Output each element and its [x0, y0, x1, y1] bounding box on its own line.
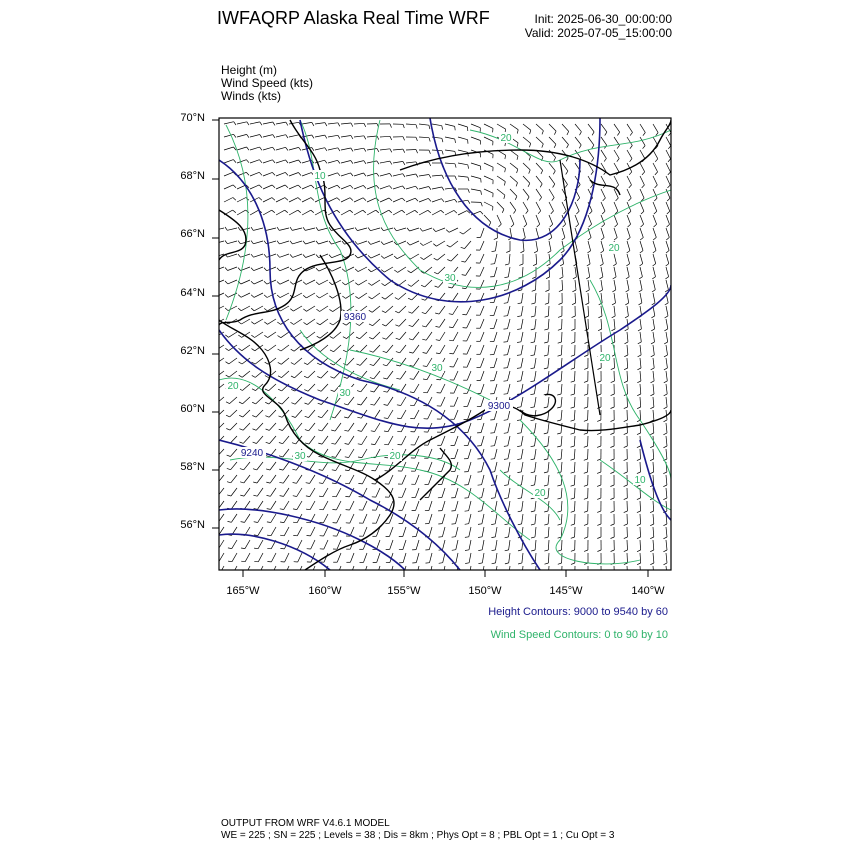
- wind-barb-flag: [465, 511, 469, 512]
- wind-barb-flag: [214, 482, 218, 483]
- wind-barb: [575, 488, 576, 498]
- wind-barb-flag: [505, 576, 509, 577]
- wind-barb: [627, 384, 628, 394]
- wind-barb: [562, 540, 563, 550]
- field-label-height: Height (m): [221, 63, 278, 77]
- field-label-wind-speed: Wind Speed (kts): [221, 76, 314, 90]
- wind-barb-flag: [215, 535, 219, 536]
- lat-label-62n: 62°N: [180, 345, 205, 357]
- wind-barb-flag: [478, 485, 482, 486]
- wind-barb-flag: [449, 353, 453, 354]
- wind-barb-flag: [558, 576, 562, 577]
- wind-barb-flag: [598, 576, 602, 578]
- wind-barb-flag: [465, 576, 469, 577]
- wind-contour-label: 30: [294, 451, 306, 462]
- wind-contour-label: 20: [534, 488, 546, 499]
- wind-contour-label: 20: [599, 353, 611, 364]
- wind-barb-flag: [479, 576, 483, 577]
- height-contour-label: 9240: [240, 448, 264, 459]
- wind-barb-flag: [214, 468, 218, 469]
- chart-title: IWFAQRP Alaska Real Time WRF: [217, 8, 490, 28]
- wind-barb-flag: [650, 576, 654, 578]
- height-contour-legend: Height Contours: 9000 to 9540 by 60: [488, 606, 668, 618]
- wind-barb-flag: [332, 496, 336, 497]
- wind-barb-flag: [384, 444, 388, 445]
- wind-barb-flag: [213, 402, 217, 404]
- wind-barb-flag: [214, 495, 218, 496]
- wind-barb: [627, 540, 628, 550]
- lon-label-150w: 150°W: [468, 585, 502, 597]
- wind-barb-flag: [267, 548, 271, 549]
- wind-contour-label: 20: [389, 451, 401, 462]
- wind-barb-flag: [462, 314, 466, 315]
- wind-barb-flag: [212, 281, 215, 284]
- lat-label-56n: 56°N: [180, 519, 205, 531]
- wind-barb: [614, 358, 615, 368]
- lat-label-70n: 70°N: [180, 112, 205, 124]
- wind-barb-flag: [452, 576, 456, 577]
- wind-barb-flag: [213, 362, 216, 364]
- latitude-ticks: [212, 120, 219, 528]
- wind-barb-flag: [212, 348, 215, 350]
- lat-label-58n: 58°N: [180, 461, 205, 473]
- wind-barb-flag: [212, 335, 215, 338]
- wind-barb-flag: [439, 576, 443, 577]
- wind-barb-flag: [241, 561, 245, 562]
- wind-barb-flag: [212, 268, 215, 271]
- wind-barb: [640, 449, 641, 459]
- wind-barb-flag: [214, 521, 218, 522]
- field-label-winds: Winds (kts): [221, 89, 281, 103]
- height-contour-label: 9300: [487, 401, 511, 412]
- wind-barb-flag: [518, 576, 522, 577]
- wind-barb-flag: [491, 446, 495, 447]
- wind-barb: [627, 553, 628, 563]
- wind-barb-flag: [624, 576, 628, 578]
- lon-label-145w: 145°W: [549, 585, 583, 597]
- wind-barb-flag: [531, 576, 535, 577]
- wind-barb: [601, 332, 602, 342]
- wind-barb-flag: [213, 415, 217, 417]
- wind-barb-flag: [492, 576, 496, 577]
- height-contour-label: 9360: [343, 312, 367, 323]
- wind-contour-label: 30: [444, 273, 456, 284]
- longitude-ticks: [243, 570, 648, 577]
- wind-barb-flag: [436, 379, 440, 380]
- valid-time: Valid: 2025-07-05_15:00:00: [524, 26, 672, 40]
- wind-barb: [562, 332, 563, 342]
- lon-label-140w: 140°W: [631, 585, 665, 597]
- wind-barb-flag: [504, 394, 508, 395]
- wind-barb-flag: [228, 574, 232, 575]
- wind-contour-label: 20: [608, 243, 620, 254]
- lat-label-66n: 66°N: [180, 228, 205, 240]
- wind-barb-flag: [215, 548, 219, 549]
- wind-barb-flag: [212, 321, 215, 324]
- wind-barb-flag: [213, 375, 216, 377]
- wind-barb-flag: [397, 431, 401, 432]
- lon-label-165w: 165°W: [226, 585, 260, 597]
- model-config-footer: WE = 225 ; SN = 225 ; Levels = 38 ; Dis = 8km ; Phys Opt = 8 ; PBL Opt = 1 ; Cu Opt = 3: [221, 830, 615, 841]
- wind-barb-flag: [664, 576, 668, 578]
- wind-barb-flag: [358, 483, 362, 484]
- wind-barb-flag: [213, 442, 217, 444]
- wind-contour-label: 10: [314, 171, 326, 182]
- lon-label-155w: 155°W: [387, 585, 421, 597]
- wind-contour-label: 20: [227, 381, 239, 392]
- wind-barb-flag: [215, 561, 219, 562]
- wind-barb-flag: [452, 537, 456, 538]
- wind-contour-label: 20: [500, 133, 512, 144]
- model-footer: OUTPUT FROM WRF V4.6.1 MODEL: [221, 818, 390, 829]
- init-time: Init: 2025-06-30_00:00:00: [534, 12, 672, 26]
- wind-barb-flag: [611, 576, 615, 578]
- wind-barb-flag: [215, 574, 219, 575]
- wind-barb-flag: [491, 459, 495, 460]
- lat-label-68n: 68°N: [180, 170, 205, 182]
- lat-label-64n: 64°N: [180, 287, 205, 299]
- wind-barb-flag: [212, 241, 214, 244]
- wind-barb: [575, 371, 576, 381]
- wind-barb-flag: [545, 576, 549, 577]
- wind-barb-flag: [293, 522, 297, 523]
- wind-barb-flag: [319, 509, 323, 510]
- wind-contour-label: 10: [634, 475, 646, 486]
- wind-barb-flag: [426, 576, 430, 577]
- wind-barb-flag: [491, 264, 495, 265]
- wind-barb-flag: [504, 316, 508, 317]
- wind-barb-flag: [584, 576, 588, 578]
- wind-barb-flag: [637, 576, 641, 578]
- wind-barb-flag: [306, 522, 310, 523]
- wind-barb-flag: [254, 561, 258, 562]
- wind-barb-flag: [212, 227, 214, 230]
- wind-barb-flag: [504, 381, 508, 382]
- wind-barb-flag: [212, 308, 215, 311]
- lat-label-60n: 60°N: [180, 403, 205, 415]
- wind-barb-flag: [213, 388, 216, 390]
- wind-contour-label: 30: [339, 388, 351, 399]
- lon-label-160w: 160°W: [308, 585, 342, 597]
- wind-barb: [406, 150, 416, 151]
- wind-barb-flag: [371, 470, 375, 471]
- wind-barb-flag: [212, 254, 215, 257]
- wind-barb-flag: [410, 405, 414, 406]
- wind-barb-flag: [214, 455, 218, 456]
- wind-barb: [536, 280, 537, 290]
- wind-barb-flag: [423, 392, 427, 393]
- wind-barb: [640, 462, 641, 472]
- wind-barb-flag: [345, 496, 349, 497]
- wind-barb-flag: [455, 126, 456, 130]
- wind-barb-flag: [280, 548, 284, 549]
- wind-barb-flag: [213, 428, 217, 430]
- wind-barb: [575, 501, 576, 511]
- wind-barb-flag: [214, 508, 218, 509]
- wind-contour-label: 30: [431, 363, 443, 374]
- wind-barb-flag: [571, 576, 575, 577]
- wind-contour-legend: Wind Speed Contours: 0 to 90 by 10: [490, 629, 668, 641]
